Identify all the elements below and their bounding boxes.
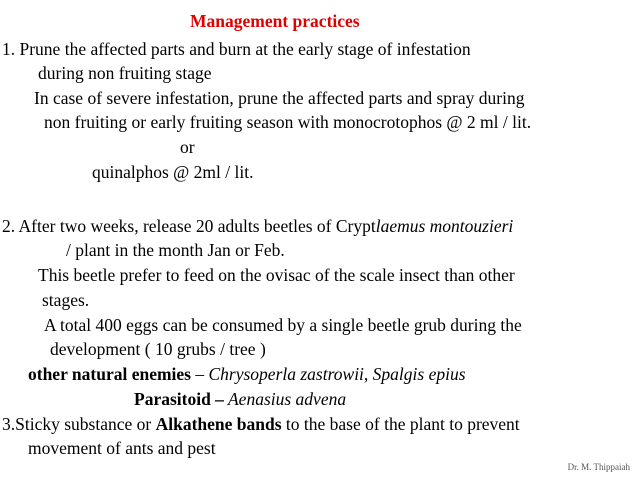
species-name: laemus montouzieri	[375, 216, 514, 236]
point-1-line-5: or	[180, 137, 195, 157]
point-2-line-4: stages.	[42, 290, 90, 310]
point-3-line-1	[2, 413, 520, 435]
point-3-text-c: to the base of the plant to prevent	[281, 414, 520, 434]
parasitoid-label: Parasitoid –	[134, 389, 224, 409]
point-1-line-2: during non fruiting stage	[38, 63, 212, 83]
point-1-line-1: 1. Prune the affected parts and burn at the early stage of infestation	[2, 39, 471, 59]
parasitoid-line	[134, 388, 346, 410]
point-1-line-4: non fruiting or early fruiting season with monocrotophos @ 2 ml / lit.	[44, 112, 532, 132]
point-2-line-6: development ( 10 grubs / tree )	[50, 339, 266, 359]
point-2-line-3: This beetle prefer to feed on the ovisac of the scale insect than other	[38, 265, 515, 285]
natural-enemies-label: other natural enemies	[28, 364, 191, 384]
point-1-line-3: In case of severe infestation, prune the affected parts and spray during	[34, 88, 525, 108]
natural-enemies-line	[28, 363, 466, 385]
point-3-text-a: 3.Sticky substance or	[2, 414, 156, 434]
natural-enemies-dash: –	[191, 364, 209, 384]
point-1-line-6: quinalphos @ 2ml / lit.	[92, 162, 254, 182]
point-2-line-5: A total 400 eggs can be consumed by a single beetle grub during the	[44, 315, 522, 335]
point-2-line-2: / plant in the month Jan or Feb.	[66, 240, 285, 260]
parasitoid-species: Aenasius advena	[223, 389, 347, 409]
alkathene-bands: Alkathene bands	[155, 414, 282, 434]
point-3-line-2: movement of ants and pest	[28, 438, 216, 458]
slide-title: Management practices	[190, 11, 360, 31]
point-2-line-1	[2, 215, 513, 237]
point-2-line-1-text: 2. After two weeks, release 20 adults beetles of Crypt	[2, 216, 376, 236]
author-credit: Dr. M. Thippaiah	[567, 462, 630, 472]
natural-enemies-species: Chrysoperla zastrowii, Spalgis epius	[208, 364, 466, 384]
